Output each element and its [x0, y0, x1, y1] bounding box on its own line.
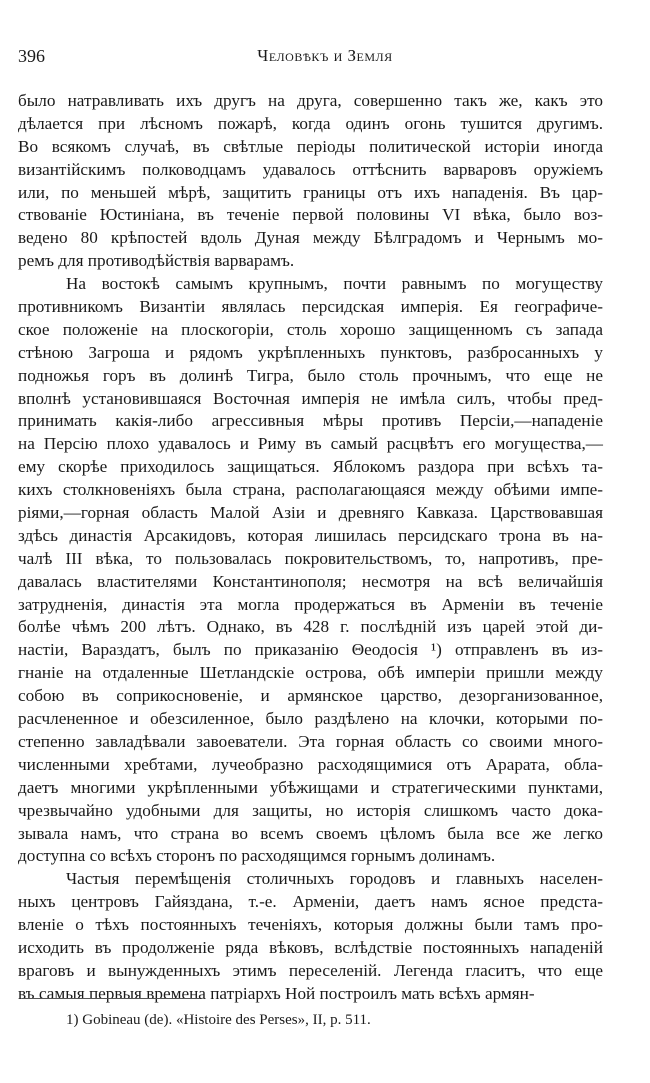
text-line: ныхъ центровъ Гайяздана, т.-е. Арменіи, даетъ намъ ясное предста-	[18, 892, 603, 912]
paragraph	[18, 90, 603, 273]
text-line: степенно завладѣвали завоеватели. Эта горная область со своими много-	[18, 731, 603, 751]
text-line: численными хребтами, лучеобразно расходящимися отъ Арарата, обла-	[18, 754, 603, 774]
text-line: настіи, Вараздатъ, былъ по приказанію Θеодосія ¹) отправленъ въ из-	[18, 640, 603, 660]
text-line: противникомъ Византіи являлась персидская имперія. Ея географиче-	[18, 297, 603, 317]
text-line: или, по меньшей мѣрѣ, защитить границы отъ ихъ нападенія. Въ цар-	[18, 182, 603, 202]
text-line: вленіе о тѣхъ постоянныхъ теченіяхъ, которыя должны были тамъ про-	[18, 915, 603, 935]
text-line: На востокѣ самымъ крупнымъ, почти равнымъ по могуществу	[66, 274, 603, 294]
text-line: Во всякомъ случаѣ, въ свѣтлые періоды политической исторіи иногда	[18, 136, 603, 156]
text-line: ремъ для противодѣйствія варварамъ.	[18, 251, 295, 271]
text-line: зывала намъ, что страна во всемъ своемъ цѣломъ была все же легко	[18, 823, 603, 843]
text-line: ствованіе Юстиніана, въ теченіе первой половины VI вѣка, было воз-	[18, 205, 603, 225]
text-line: ему скорѣе приходилось защищаться. Яблокомъ раздора при всѣхъ та-	[18, 457, 603, 477]
text-line: подножья горъ въ долинѣ Тигра, было столь прочнымъ, что еще не	[18, 365, 603, 385]
page-number: 396	[18, 46, 45, 66]
text-line: дѣлается при лѣсномъ пожарѣ, когда одинъ огонь тушится другимъ.	[18, 113, 603, 133]
running-title: Человѣкъ и Земля	[257, 46, 393, 65]
text-line: затрудненія, династія эта могла продержаться въ Арменіи въ теченіе	[18, 594, 603, 614]
text-line: вполнѣ установившаяся Восточная имперія не имѣла силъ, чтобы пред-	[18, 388, 603, 408]
footnote-divider	[22, 998, 200, 999]
text-line: болѣе чѣмъ 200 лѣтъ. Однако, въ 428 г. послѣдній изъ царей этой ди-	[18, 617, 603, 637]
text-line: стѣною Загроша и рядомъ укрѣпленныхъ пунктовъ, разбросанныхъ у	[18, 342, 603, 362]
text-line: Частыя перемѣщенія столичныхъ городовъ и главныхъ населен-	[66, 869, 603, 889]
text-line: чрезвычайно удобными для защиты, но исторія слишкомъ часто дока-	[18, 800, 603, 820]
text-line: чалѣ III вѣка, то пользовалась покровительствомъ, то, напротивъ, пре-	[18, 548, 603, 568]
text-line: принимать какія-либо агрессивныя мѣры противъ Персіи,—нападеніе	[18, 411, 603, 431]
text-line: византійскимъ полководцамъ удавалось оттѣснить варваровъ оружіемъ	[18, 159, 603, 179]
text-line: даетъ многими укрѣпленными убѣжищами и стратегическими пунктами,	[18, 777, 603, 797]
text-line: исходить въ продолженіе ряда вѣковъ, вслѣдствіе постоянныхъ нападеній	[18, 937, 603, 957]
text-line: было натравливать ихъ другъ на друга, совершенно такъ же, какъ это	[18, 91, 603, 110]
text-line: ріями,—горная область Малой Азіи и древняго Кавказа. Царствовавшая	[18, 503, 603, 523]
footnote: 1) Gobineau (de). «Histoire des Perses», II, p. 511.	[66, 1012, 371, 1028]
body-text	[18, 90, 603, 1006]
text-line: здѣсь династія Арсакидовъ, которая лишилась персидскаго трона въ на-	[18, 525, 603, 545]
paragraph	[18, 868, 603, 1005]
text-line: доступна со всѣхъ сторонъ по расходящимся горнымъ долинамъ.	[18, 846, 496, 866]
text-line: ведено 80 крѣпостей вдоль Дуная между Бѣлградомъ и Чернымъ мо-	[18, 228, 603, 248]
text-line: кихъ столкновеніяхъ была страна, располагающаяся между обѣими импе-	[18, 480, 603, 500]
text-line: гнаніе на отдаленные Шетландскіе острова, обѣ имперіи пришли между	[18, 663, 603, 683]
text-line: на Персію плохо удавалось и Риму въ самый расцвѣтъ его могущества,—	[18, 434, 603, 454]
text-line: расчлененное и обезсиленное, было раздѣлено на клочки, которыми по-	[18, 709, 603, 729]
text-line: враговъ и вынужденныхъ этимъ переселеній. Легенда гласитъ, что еще	[18, 960, 603, 980]
paragraph	[18, 273, 603, 868]
text-line: въ самыя первыя времена патріархъ Ной построилъ мать всѣхъ армян-	[18, 983, 535, 1003]
text-line: собою въ соприкосновеніе, и армянское царство, дезорганизованное,	[18, 686, 603, 706]
text-line: давалась властителями Константинополя; несмотря на всѣ величайшія	[18, 571, 603, 591]
text-line: ское положеніе на плоскогоріи, столь хорошо защищенномъ съ запада	[18, 319, 603, 339]
